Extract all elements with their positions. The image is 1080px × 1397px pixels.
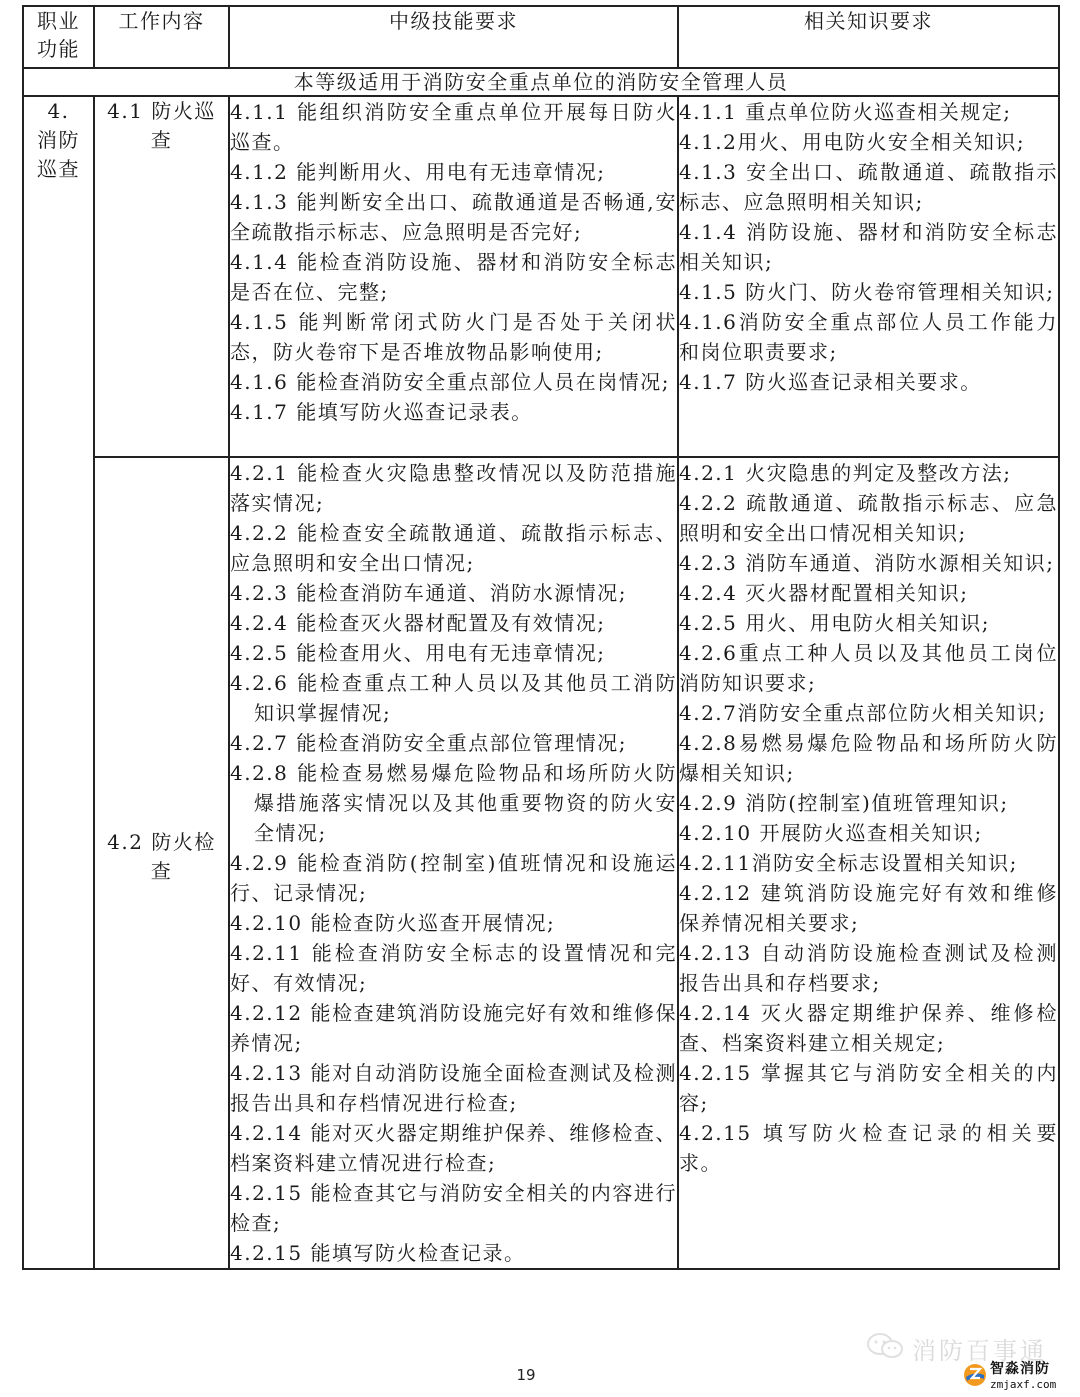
table-subtitle-row [23, 68, 1059, 96]
table-row [23, 96, 1059, 457]
knowledge-item: 4.2.4 灭火器材配置相关知识; [679, 581, 969, 605]
skill-item: 4.2.15 能检查其它与消防安全相关的内容进行检查; [230, 1181, 677, 1235]
knowledge-item: 4.2.12 建筑消防设施完好有效和维修保养情况相关要求; [679, 881, 1058, 935]
knowledge-item: 4.1.6消防安全重点部位人员工作能力和岗位职责要求; [679, 310, 1058, 364]
knowledge-item: 4.2.15 掌握其它与消防安全相关的内容; [679, 1061, 1058, 1115]
skill-item: 4.2.4 能检查灭火器材配置及有效情况; [230, 611, 606, 635]
skill-item: 4.1.3 能判断安全出口、疏散通道是否畅通,安全疏散指示标志、应急照明是否完好; [230, 190, 677, 244]
skill-item: 4.2.6 能检查重点工种人员以及其他员工消防知识掌握情况; [230, 671, 677, 725]
skill-item: 4.1.5 能判断常闭式防火门是否处于关闭状态，防火卷帘下是否堆放物品影响使用; [230, 310, 677, 364]
skill-item: 4.2.5 能检查用火、用电有无违章情况; [230, 641, 606, 665]
skill-item: 4.1.7 能填写防火巡查记录表。 [230, 400, 533, 424]
brand-url: zmjaxf.com [990, 1378, 1057, 1391]
skill-requirements-cell [229, 457, 678, 1269]
header-knowledge-requirements: 相关知识要求 [678, 6, 1059, 68]
skill-item: 4.2.3 能检查消防车通道、消防水源情况; [230, 581, 627, 605]
knowledge-item: 4.2.6重点工种人员以及其他员工岗位消防知识要求; [679, 641, 1058, 695]
knowledge-item: 4.2.15 填写防火检查记录的相关要求。 [679, 1121, 1058, 1175]
knowledge-item: 4.2.5 用火、用电防火相关知识; [679, 611, 990, 635]
watermark-text: 消防百事通 [912, 1336, 1047, 1365]
skill-item: 4.1.6 能检查消防安全重点部位人员在岗情况; [230, 370, 670, 394]
skill-item: 4.2.1 能检查火灾隐患整改情况以及防范措施落实情况; [230, 461, 677, 515]
header-skill-requirements: 中级技能要求 [229, 6, 678, 68]
work-content-line1: 4.2 防火检 [107, 830, 216, 854]
brand-name: 智淼消防 [990, 1361, 1050, 1377]
skill-item: 4.2.7 能检查消防安全重点部位管理情况; [230, 731, 627, 755]
work-content-cell [94, 96, 229, 457]
skill-item: 4.2.2 能检查安全疏散通道、疏散指示标志、应急照明和安全出口情况; [230, 521, 677, 575]
work-content-cell [94, 457, 229, 1269]
knowledge-item: 4.1.1 重点单位防火巡查相关规定; [679, 100, 1012, 124]
skill-item: 4.2.12 能检查建筑消防设施完好有效和维修保养情况; [230, 1001, 677, 1055]
skill-item: 4.2.8 能检查易燃易爆危险物品和场所防火防爆措施落实情况以及其他重要物资的防火安全情况; [230, 761, 677, 845]
knowledge-item: 4.1.5 防火门、防火卷帘管理相关知识; [679, 280, 1055, 304]
knowledge-item: 4.2.14 灭火器定期维护保养、维修检查、档案资料建立相关规定; [679, 1001, 1058, 1055]
skill-item: 4.2.9 能检查消防(控制室)值班情况和设施运行、记录情况; [230, 851, 677, 905]
knowledge-item: 4.2.13 自动消防设施检查测试及检测报告出具和存档要求; [679, 941, 1058, 995]
knowledge-item: 4.2.9 消防(控制室)值班管理知识; [679, 791, 1009, 815]
table-header-row [23, 6, 1059, 68]
knowledge-item: 4.1.3 安全出口、疏散通道、疏散指示标志、应急照明相关知识; [679, 160, 1058, 214]
skill-item: 4.2.10 能检查防火巡查开展情况; [230, 911, 556, 935]
function-name-line2: 巡查 [37, 157, 80, 181]
knowledge-item: 4.1.7 防火巡查记录相关要求。 [679, 370, 982, 394]
knowledge-item: 4.2.7消防安全重点部位防火相关知识; [679, 701, 1047, 725]
function-name-line1: 消防 [37, 128, 80, 152]
knowledge-item: 4.1.2用火、用电防火安全相关知识; [679, 130, 1026, 154]
knowledge-requirements-cell [678, 96, 1059, 457]
skill-item: 4.1.2 能判断用火、用电有无违章情况; [230, 160, 606, 184]
knowledge-item: 4.2.10 开展防火巡查相关知识; [679, 821, 983, 845]
function-cell [23, 96, 94, 1269]
header-work-content: 工作内容 [94, 6, 229, 68]
knowledge-item: 4.2.3 消防车通道、消防水源相关知识; [679, 551, 1055, 575]
table-row [23, 457, 1059, 1269]
wechat-icon [866, 1332, 906, 1364]
wechat-watermark [866, 1333, 1047, 1363]
skill-item: 4.2.13 能对自动消防设施全面检查测试及检测报告出具和存档情况进行检查; [230, 1061, 677, 1115]
skill-item: 4.1.4 能检查消防设施、器材和消防安全标志是否在位、完整; [230, 250, 677, 304]
work-content-line1: 4.1 防火巡 [107, 99, 216, 123]
knowledge-item: 4.1.4 消防设施、器材和消防安全标志相关知识; [679, 220, 1058, 274]
header-function [23, 6, 94, 68]
knowledge-requirements-cell [678, 457, 1059, 1269]
skill-item: 4.2.14 能对灭火器定期维护保养、维修检查、档案资料建立情况进行检查; [230, 1121, 677, 1175]
work-content-line2: 查 [150, 128, 173, 152]
skill-requirements-cell [229, 96, 678, 457]
skills-requirements-table [22, 5, 1060, 1270]
work-content-line2: 查 [150, 859, 173, 883]
header-function-line2: 功能 [37, 37, 80, 61]
skill-item: 4.1.1 能组织消防安全重点单位开展每日防火巡查。 [230, 100, 677, 154]
knowledge-item: 4.2.2 疏散通道、疏散指示标志、应急照明和安全出口情况相关知识; [679, 491, 1058, 545]
skill-item: 4.2.15 能填写防火检查记录。 [230, 1241, 526, 1265]
page-number: 19 [516, 1366, 536, 1384]
knowledge-item: 4.2.1 火灾隐患的判定及整改方法; [679, 461, 1012, 485]
function-number: 4. [47, 99, 70, 123]
header-function-line1: 职业 [37, 9, 80, 33]
knowledge-item: 4.2.8易燃易爆危险物品和场所防火防爆相关知识; [679, 731, 1058, 785]
knowledge-item: 4.2.11消防安全标志设置相关知识; [679, 851, 1018, 875]
skill-item: 4.2.11 能检查消防安全标志的设置情况和完好、有效情况; [230, 941, 677, 995]
level-applicability-note: 本等级适用于消防安全重点单位的消防安全管理人员 [23, 68, 1059, 96]
